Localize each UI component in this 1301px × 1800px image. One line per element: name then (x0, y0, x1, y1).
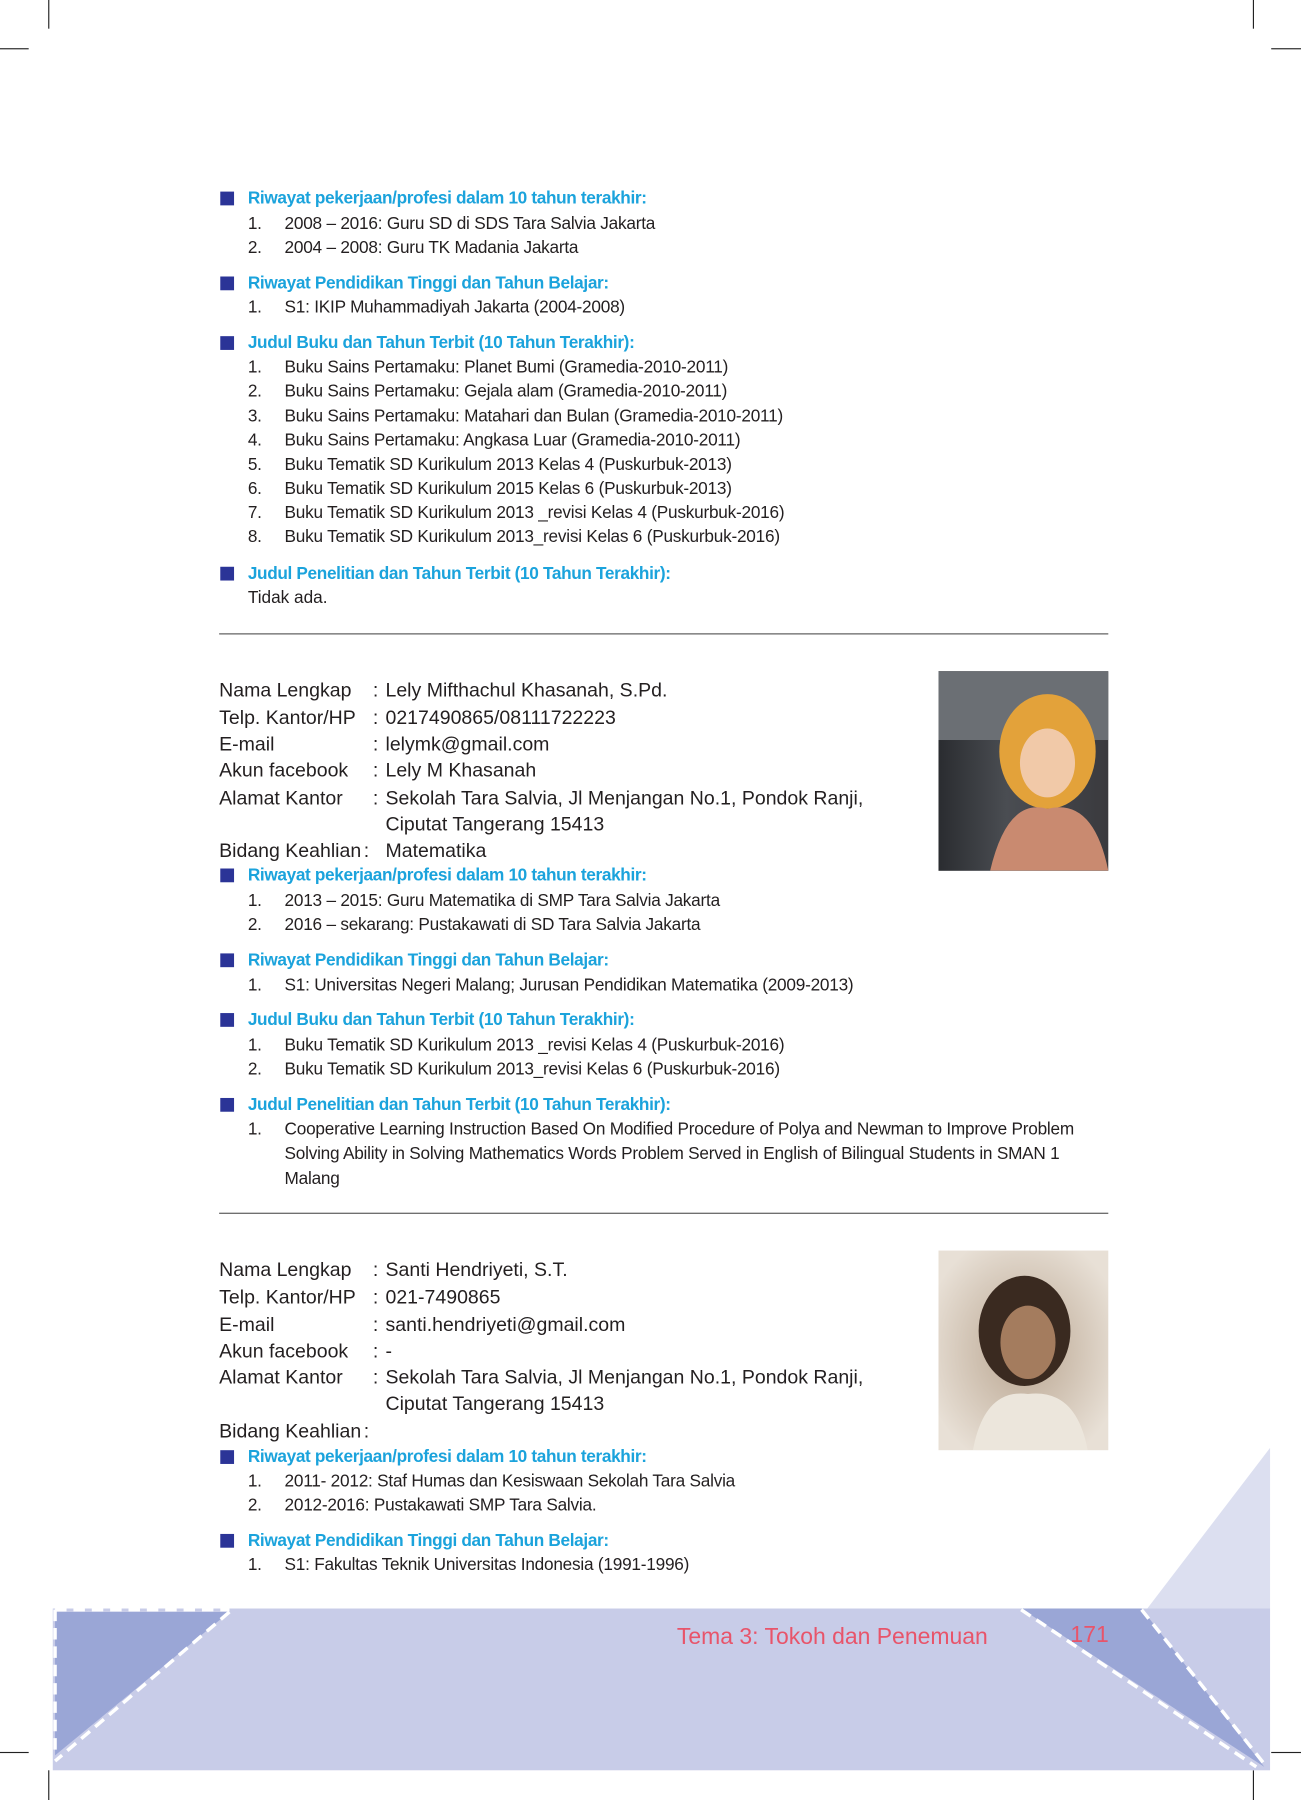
list-item: 1. 2011- 2012: Staf Humas dan Kesiswaan Sekolah Tara Salvia (247, 1471, 736, 1491)
list-item: 8. Buku Tematik SD Kurikulum 2013_revisi Kelas 6 (Puskurbuk-2016) (247, 527, 780, 547)
bullet-square (220, 953, 234, 967)
book-page: Riwayat pekerjaan/profesi dalam 10 tahun terakhir: 1. 2008 – 2016: Guru SD di SDS Tara Salvia Jakarta 2. 2004 – 2008: Guru TK Madania Jakarta Riwayat Pendidikan Tinggi dan Tahun Belajar: 1. S1: IKIP Muhammadiyah Jakarta (2004-2008) Judul Buku dan Tahun Terbit (10 Tahun Terakhir): 1. Buku Sains Pertamaku: Planet Bumi (Gramedia-2010-2011) 2. Buku Sains Pertamaku: Gejala alam (Gramedia-2010-2011) 3. Buku Sains Pertamaku: Matahari dan Bulan (Gramedia-2010-2011) 4. Buku Sains Pertamaku: Angkasa Luar (Gramedia-2010-2011) 5. Buku Tematik SD Kurikulum 2013 Kelas 4 (Puskurbuk-2013) 6. Buku Tematik SD Kurikulum 2015 Kelas 6 (Puskurbuk-2013) 7. Buku Tematik SD Kurikulum 2013 _revisi Kelas 4 (Puskurbuk-2016) 8. Buku Tematik SD Kurikulum 2013_revisi Kelas 6 (Puskurbuk-2016) Judul Penelitian dan Tahun Terbit (10 Tahun Terakhir): Tidak ada. Nama Lengkap : Lely Mifthachul Khasanah, S.Pd. Telp. Kantor/HP : 0217490865/08111722223 E-mail : lelymk@gmail.com Akun facebook : Lely M Khasanah Alamat Kantor : Sekolah Tara Salvia, Jl Menjangan No.1, Pondok Ranji, Ciputat Tangerang 15413 Bidang Keahlian : Matematika Riwayat pekerjaan/profesi dalam 10 tahun terakhir: 1. 2013 – 2015: Guru Matematika di SMP Tara Salvia Jakarta 2. 2016 – sekarang: Pustakawati di SD Tara Salvia Jakarta Riwayat Pendidikan Tinggi dan Tahun Belajar: 1. S1: Universitas Negeri Malang; Jurusan Pendidikan Matematika (2009-2013) Judul Buku dan Tahun Terbit (10 Tahun Terakhir): 1. Buku Tematik SD Kurikulum 2013 _revisi Kelas 4 (Puskurbuk-2016) 2. Buku Tematik SD Kurikulum 2013_revisi Kelas 6 (Puskurbuk-2016) Judul Penelitian dan Tahun Terbit (10 Tahun Terakhir): 1. Cooperative Learning Instruction Based On Modified Procedure of Polya and Newman to Improve Problem Solving Ability in Solving Mathematics Words Problem Served in English of Bilingual Students in SMAN 1 Malang Nama Lengkap : Santi Hendriyeti, S.T. Telp. Kantor/HP : 021-7490865 E-mail : santi.hendriyeti@gmail.com Akun facebook : - Alamat Kantor : Sekolah Tara Salvia, Jl Menjangan No.1, Pondok Ranji, Ciputat Tangerang 15413 Bidang Keahlian : Riwayat pekerjaan/profesi dalam 10 tahun terakhir: 1. 2011- 2012: Staf Humas dan Kesiswaan Sekolah Tara Salvia 2. 2012-2016: Pustakawati SMP Tara Salvia. Riwayat Pendidikan Tinggi dan Tahun Belajar: 1. S1: Fakultas Teknik Universitas Indonesia (1991-1996) Tema 3: Tokoh dan Penemuan 171 (0, 0, 1301, 1800)
list-item: 2. 2016 – sekarang: Pustakawati di SD Tara Salvia Jakarta (247, 914, 701, 935)
divider (219, 633, 1108, 634)
list-item: 5. Buku Tematik SD Kurikulum 2013 Kelas 4 (Puskurbuk-2013) (247, 454, 732, 475)
heading-education: Riwayat Pendidikan Tinggi dan Tahun Belajar: (247, 1531, 609, 1551)
divider (219, 1213, 1108, 1214)
bullet-square (220, 192, 234, 206)
list-item: 2. 2004 – 2008: Guru TK Madania Jakarta (247, 238, 579, 258)
list-item: 1. Buku Sains Pertamaku: Planet Bumi (Gramedia-2010-2011) (247, 357, 729, 377)
list-item: 4. Buku Sains Pertamaku: Angkasa Luar (Gramedia-2010-2011) (247, 430, 741, 451)
list-item: 1. S1: Universitas Negeri Malang; Jurusan Pendidikan Matematika (2009-2013) (247, 975, 854, 996)
profile-photo (938, 671, 1108, 871)
heading-research: Judul Penelitian dan Tahun Terbit (10 Tahun Terakhir): (247, 563, 671, 584)
heading-research: Judul Penelitian dan Tahun Terbit (10 Tahun Terakhir): (247, 1095, 671, 1115)
bullet-square (220, 869, 234, 883)
bullet-square (220, 276, 234, 290)
heading-education: Riwayat Pendidikan Tinggi dan Tahun Belajar: (247, 950, 609, 971)
list-item: 1. S1: Fakultas Teknik Universitas Indonesia (1991-1996) (247, 1555, 690, 1575)
decor-triangle (1147, 1448, 1270, 1609)
list-item: 6. Buku Tematik SD Kurikulum 2015 Kelas 6 (Puskurbuk-2013) (247, 478, 732, 499)
page-number: 171 (1070, 1622, 1109, 1648)
list-item: 2. 2012-2016: Pustakawati SMP Tara Salvia. (247, 1495, 597, 1516)
bullet-square (220, 1013, 234, 1027)
footer-theme-title: Tema 3: Tokoh dan Penemuan (676, 1624, 988, 1650)
heading-work-history: Riwayat pekerjaan/profesi dalam 10 tahun terakhir: (247, 1447, 647, 1467)
bullet-square (220, 567, 234, 581)
bullet-square (220, 1098, 234, 1112)
heading-books: Judul Buku dan Tahun Terbit (10 Tahun Terakhir): (247, 333, 635, 353)
list-item: 1. 2008 – 2016: Guru SD di SDS Tara Salvia Jakarta (247, 213, 656, 234)
heading-education: Riwayat Pendidikan Tinggi dan Tahun Belajar: (247, 273, 609, 294)
bullet-square (220, 1534, 234, 1548)
heading-work-history: Riwayat pekerjaan/profesi dalam 10 tahun terakhir: (247, 188, 647, 209)
list-item: 2. Buku Sains Pertamaku: Gejala alam (Gramedia-2010-2011) (247, 381, 728, 401)
list-item: 1. 2013 – 2015: Guru Matematika di SMP Tara Salvia Jakarta (247, 890, 720, 911)
list-item: 3. Buku Sains Pertamaku: Matahari dan Bulan (Gramedia-2010-2011) (247, 406, 783, 427)
list-item: 7. Buku Tematik SD Kurikulum 2013 _revisi Kelas 4 (Puskurbuk-2016) (247, 503, 785, 523)
list-item: 1. Cooperative Learning Instruction Based On Modified Procedure of Polya and Newman to Improve Problem Solving Ability in Solving Mathematics Words Problem Served in English of Bilingual Students in SMAN 1 Malang (247, 1119, 1074, 1189)
list-item: 1. Buku Tematik SD Kurikulum 2013 _revisi Kelas 4 (Puskurbuk-2016) (247, 1035, 785, 1055)
heading-books: Judul Buku dan Tahun Terbit (10 Tahun Terakhir): (247, 1010, 635, 1030)
heading-work-history: Riwayat pekerjaan/profesi dalam 10 tahun terakhir: (247, 865, 647, 886)
bullet-square (220, 1450, 234, 1464)
list-item: 2. Buku Tematik SD Kurikulum 2013_revisi Kelas 6 (Puskurbuk-2016) (247, 1059, 780, 1080)
profile-photo (938, 1251, 1108, 1451)
bullet-square (220, 336, 234, 350)
research-none: Tidak ada. (247, 587, 328, 608)
list-item: 1. S1: IKIP Muhammadiyah Jakarta (2004-2008) (247, 297, 625, 318)
